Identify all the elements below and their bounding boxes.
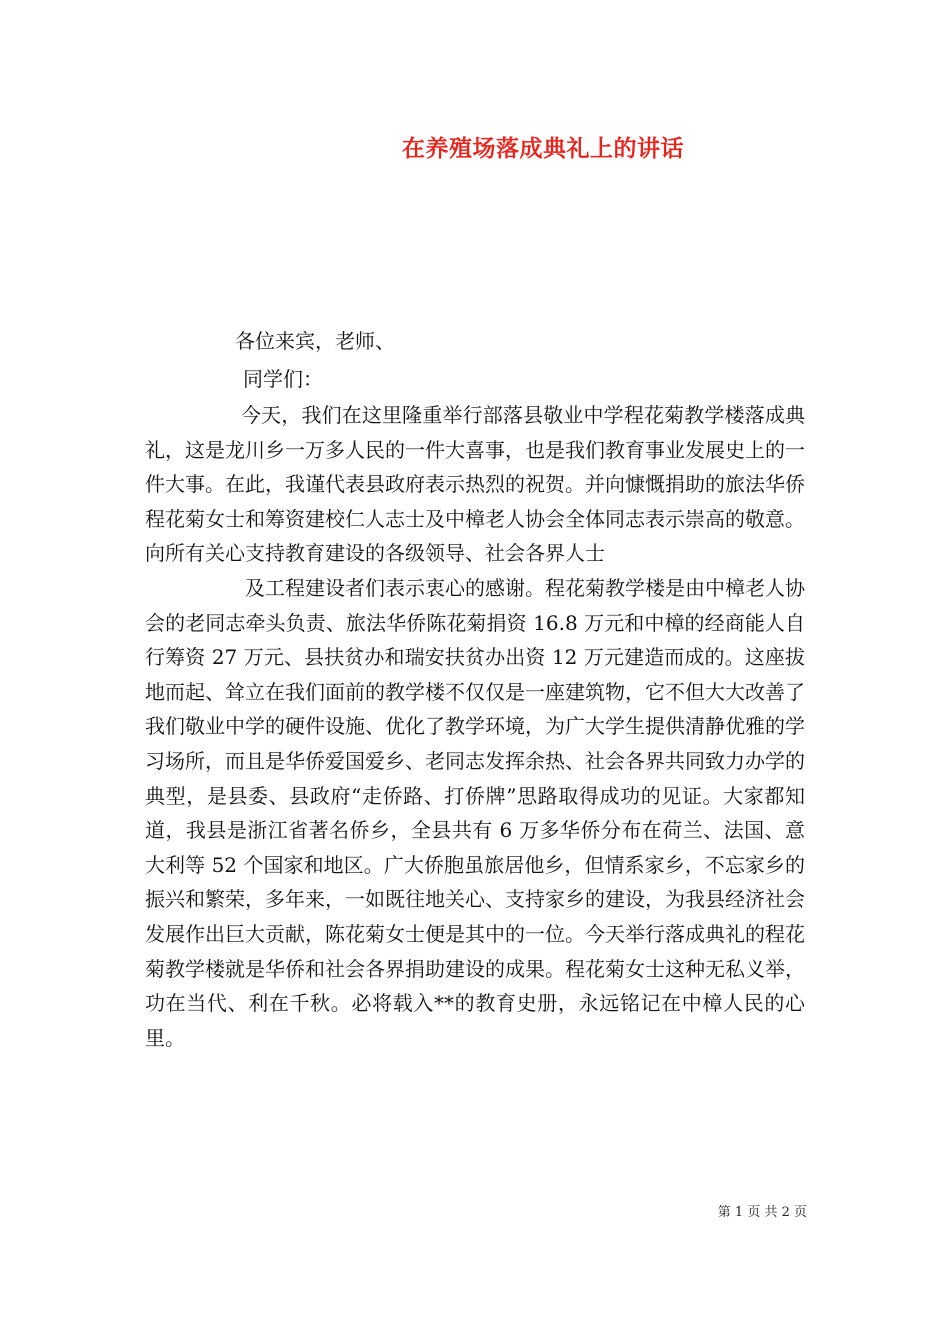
paragraph-1: 今天，我们在这里隆重举行部落县敬业中学程花菊教学楼落成典礼，这是龙川乡一万多人民的一件大喜事，也是我们教育事业发展史上的一件大事。在此，我谨代表县政府表示热烈的祝贺。并向慷慨捐助的旅法华侨程花菊女士和筹资建校仁人志士及中樟老人协会全体同志表示崇高的敬意。向所有关心支持教育建设的各级领导、社会各界人士 <box>145 403 805 566</box>
speech-body <box>145 398 805 1055</box>
paragraph-2: 及工程建设者们表示衷心的感谢。程花菊教学楼是由中樟老人协会的老同志牵头负责、旅法华侨陈花菊捐资 16.8 万元和中樟的经商能人自行筹资 27 万元、县扶贫办和瑞安扶贫办出资 12 万元建造而成的。这座拔地而起、耸立在我们面前的教学楼不仅仅是一座建筑物，它不但大大改善了我们敬业中学的硬件设施、优化了教学环境，为广大学生提供清静优雅的学习场所，而且是华侨爱国爱乡、老同志发挥余热、社会各界共同致力办学的典型，是县委、县政府“走侨路、打侨牌”思路取得成功的见证。大家都知道，我县是浙江省著名侨乡，全县共有 6 万多华侨分布在荷兰、法国、意大利等 52 个国家和地区。广大侨胞虽旅居他乡，但情系家乡，不忘家乡的振兴和繁荣，多年来，一如既往地关心、支持家乡的建设，为我县经济社会发展作出巨大贡献，陈花菊女士便是其中的一位。今天举行落成典礼的程花菊教学楼就是华侨和社会各界捐助建设的成果。程花菊女士这种无私义举，功在当代、利在千秋。必将载入**的教育史册，永远铭记在中樟人民的心里。 <box>145 575 805 1050</box>
page-number-footer: 第 1 页 共 2 页 <box>717 1205 807 1220</box>
page-title: 在养殖场落成典礼上的讲话 <box>402 135 684 162</box>
salutation-line-1: 各位来宾，老师、 <box>235 329 395 353</box>
salutation-line-2: 同学们： <box>243 367 323 391</box>
